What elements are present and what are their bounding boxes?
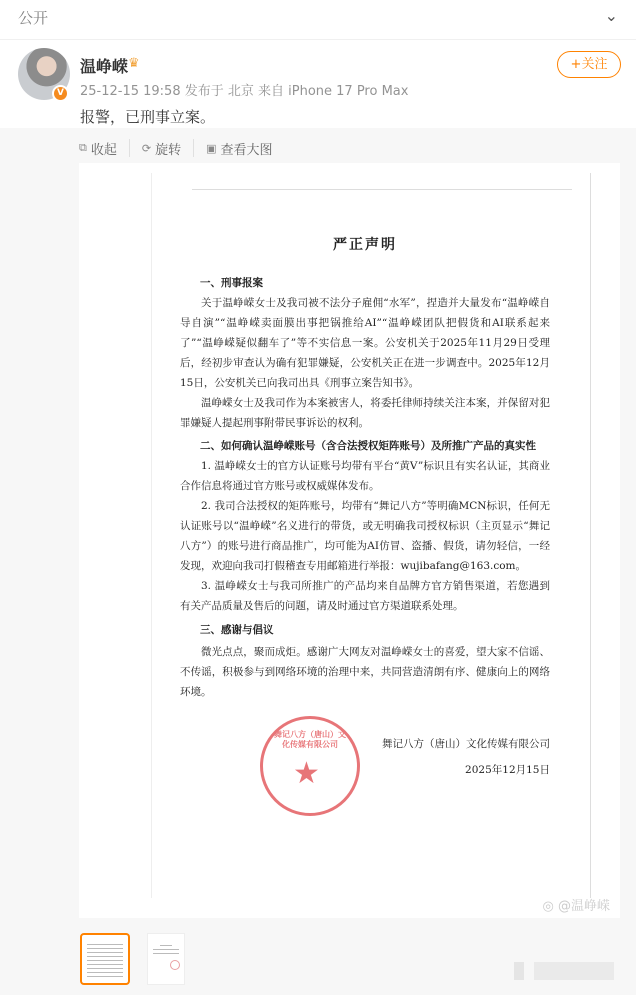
- divider: [192, 189, 572, 190]
- paragraph: 2. 我司合法授权的矩阵账号，均带有“舞记八方”等明确MCN标识，任何无认证账号以“温峥嵘”名义进行的带货，或无明确我司授权标识（主页显示“舞记八方”）的账号进行商品推广，均可能为AI仿冒、盗播、假货，请勿轻信，一经发现，欢迎向我司打假稽查专用邮箱进行举报：wujibafang@163.com。: [180, 500, 550, 572]
- image-toolbar: [79, 139, 297, 157]
- weibo-logo-icon: ◎: [542, 899, 554, 914]
- paragraph: 关于温峥嵘女士及我司被不法分子雇佣“水军”，捏造并大量发布“温峥嵘自导自演”“温峥嵘卖面膜出事把锅推给AI”“温峥嵘团队把假货和AI联系起来了”“温峥嵘疑似翻车了”等不实信息一案。公安机关于2025年11月29日受理后，经初步审查认为确有犯罪嫌疑，公安机关正在进一步调查中。2025年12月15日，公安机关已向我司出具《刑事立案告知书》。: [180, 297, 550, 389]
- view-large-button[interactable]: [206, 139, 284, 157]
- thumbnail-2[interactable]: [147, 933, 185, 985]
- section-heading: 三、感谢与倡议: [200, 624, 274, 636]
- post-meta: 25-12-15 19:58 发布于 北京 来自 iPhone 17 Pro Max: [80, 84, 409, 99]
- thumbnail-1[interactable]: [80, 933, 130, 985]
- crown-icon: ♛: [128, 56, 140, 71]
- collapse-button[interactable]: [79, 139, 130, 157]
- document-date: 2025年12月15日: [465, 764, 550, 776]
- stamp-text: 舞记八方（唐山）文化传媒有限公司: [274, 729, 346, 749]
- signature-block: [180, 716, 550, 826]
- paragraph: 微光点点，聚而成炬。感谢广大网友对温峥嵘女士的喜爱，望大家不信谣、不传谣，积极参与到网络环境的治理中来，共同营造清朗有序、健康向上的网络环境。: [180, 646, 550, 698]
- section-heading: 一、刑事报案: [200, 277, 263, 289]
- collapse-icon: ⧉: [79, 141, 87, 154]
- document-title: 严正声明: [333, 237, 397, 253]
- rotate-label: 旋转: [155, 142, 182, 158]
- signature: 舞记八方（唐山）文化传媒有限公司: [382, 738, 550, 750]
- star-icon: ★: [293, 756, 320, 791]
- watermark: [543, 895, 611, 914]
- paragraph: 3. 温峥嵘女士与我司所推广的产品均来自品牌方官方销售渠道，若您遇到有关产品质量及售后的问题，请及时通过官方渠道联系处理。: [180, 580, 550, 612]
- rotate-icon: ⟳: [141, 141, 152, 155]
- visibility-label: 公开: [18, 9, 49, 27]
- view-large-label: 查看大图: [220, 142, 273, 158]
- author-name[interactable]: 温峥嵘: [80, 57, 129, 76]
- post-image[interactable]: [79, 163, 620, 918]
- rotate-button[interactable]: [142, 139, 194, 157]
- blurred-action-bar: [514, 962, 614, 980]
- paragraph: 温峥嵘女士及我司作为本案被害人，将委托律师持续关注本案，并保留对犯罪嫌疑人提起刑事附带民事诉讼的权利。: [180, 397, 550, 429]
- chevron-down-icon[interactable]: ⌄: [604, 6, 618, 25]
- image-icon: ▣: [206, 141, 217, 155]
- post-text: 报警，已刑事立案。: [80, 108, 216, 126]
- visibility-bar: [0, 0, 636, 40]
- collapse-label: 收起: [90, 142, 117, 158]
- statement-document: [151, 173, 591, 898]
- paragraph: 1. 温峥嵘女士的官方认证账号均带有平台“黄V”标识且有实名认证，其商业合作信息将通过官方账号或权威媒体发布。: [180, 460, 550, 492]
- watermark-text: @温峥嵘: [557, 899, 610, 914]
- verified-badge-icon: V: [52, 85, 69, 102]
- company-stamp: [260, 716, 360, 816]
- section-heading: 二、如何确认温峥嵘账号（含合法授权矩阵账号）及所推广产品的真实性: [200, 440, 536, 452]
- follow-button[interactable]: +关注: [557, 51, 621, 78]
